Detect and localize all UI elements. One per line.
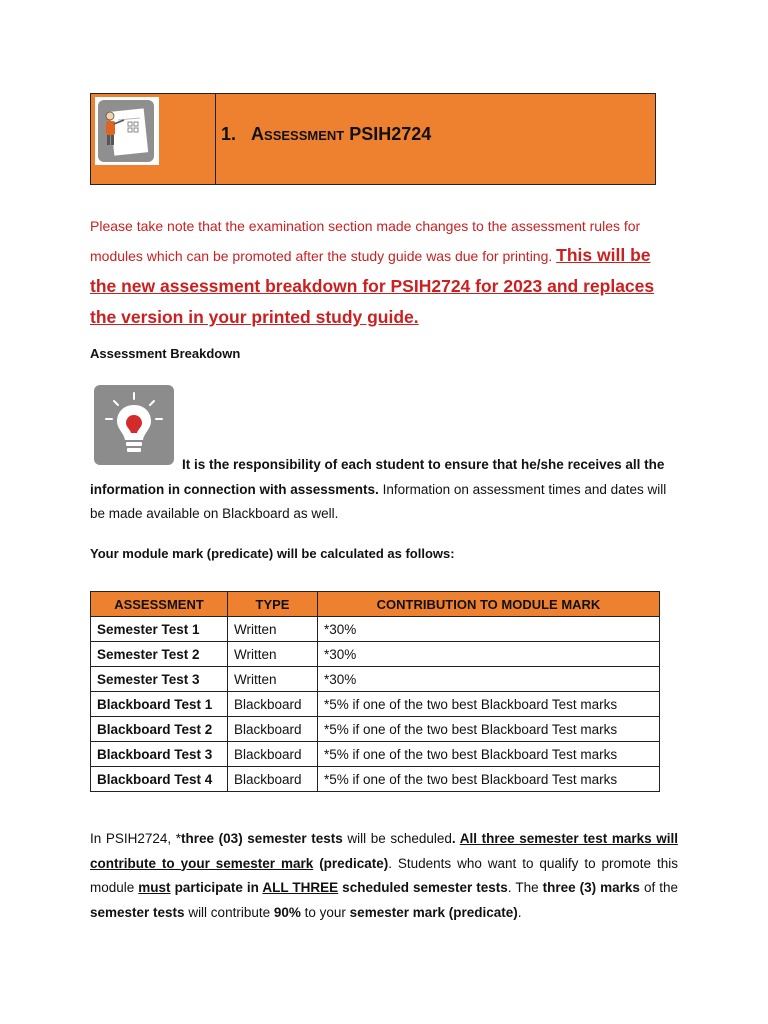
- table-row: [91, 642, 660, 667]
- text-run: will be scheduled: [342, 831, 452, 846]
- row-assessment: Semester Test 2: [91, 642, 228, 667]
- table-row: [91, 717, 660, 742]
- text-run: In PSIH2724, *: [90, 831, 182, 846]
- row-assessment: Blackboard Test 4: [91, 767, 228, 792]
- table-row: [91, 692, 660, 717]
- text-run: participate in: [170, 880, 263, 895]
- row-contribution: *30%: [318, 642, 660, 667]
- row-contribution: *5% if one of the two best Blackboard Test marks: [318, 717, 660, 742]
- header-icon-area: [91, 94, 215, 184]
- row-contribution: *30%: [318, 617, 660, 642]
- row-type: Written: [228, 642, 318, 667]
- header-assessment: ASSESSMENT: [91, 592, 228, 617]
- row-assessment: Semester Test 3: [91, 667, 228, 692]
- text-run: semester tests: [90, 904, 185, 920]
- row-type: Blackboard: [228, 767, 318, 792]
- text-run: will contribute: [184, 904, 274, 920]
- text-run: .: [451, 831, 460, 846]
- text-run: . Students who want to qualify to promote this module: [90, 855, 678, 895]
- row-assessment: Semester Test 1: [91, 617, 228, 642]
- text-run: ALL THREE: [262, 880, 339, 895]
- row-contribution: *5% if one of the two best Blackboard Test marks: [318, 742, 660, 767]
- responsibility-bold: It is the responsibility of each student to ensure that he/she receives all the information in connection with assessments.: [90, 457, 665, 497]
- notice-paragraph: [90, 212, 678, 333]
- row-contribution: *5% if one of the two best Blackboard Test marks: [318, 767, 660, 792]
- header-contribution: CONTRIBUTION TO MODULE MARK: [318, 592, 660, 617]
- notice-intro: Please take note that the examination section made changes to the assessment rules for modules which can be promoted after the study guide was due for printing.: [90, 218, 641, 264]
- row-type: Written: [228, 667, 318, 692]
- text-run: All three semester test marks will contribute to your semester mark: [90, 831, 678, 871]
- row-contribution: *5% if one of the two best Blackboard Test marks: [318, 692, 660, 717]
- table-header-row: [91, 592, 660, 617]
- notice-emphasis: This will be the new assessment breakdown for PSIH2724 for 2023 and replaces the version in your printed study guide.: [90, 245, 655, 327]
- header-divider: [215, 94, 216, 184]
- responsibility-normal: Information on assessment times and dates will be made available on Blackboard as well.: [90, 481, 667, 521]
- header-type: TYPE: [228, 592, 318, 617]
- row-type: Blackboard: [228, 742, 318, 767]
- page-title: [221, 124, 431, 145]
- table-row: [91, 767, 660, 792]
- row-type: Blackboard: [228, 692, 318, 717]
- calculation-heading: Your module mark (predicate) will be calculated as follows:: [90, 546, 455, 561]
- text-run: to your: [300, 904, 350, 920]
- text-run: scheduled semester tests: [338, 880, 508, 895]
- section-header: [90, 93, 656, 185]
- row-type: Written: [228, 617, 318, 642]
- title-word: Assessment: [251, 124, 345, 144]
- table-row: [91, 667, 660, 692]
- text-run: three (3) marks: [542, 880, 640, 895]
- text-run: . The: [507, 880, 543, 895]
- assessment-table: [90, 591, 660, 792]
- row-assessment: Blackboard Test 3: [91, 742, 228, 767]
- section-number: 1.: [221, 124, 237, 144]
- text-run: three (03) semester tests: [181, 831, 343, 846]
- responsibility-paragraph: [90, 453, 678, 527]
- row-assessment: Blackboard Test 1: [91, 692, 228, 717]
- assessment-breakdown-heading: Assessment Breakdown: [90, 346, 241, 361]
- row-type: Blackboard: [228, 717, 318, 742]
- text-run: .: [517, 904, 522, 920]
- text-run: semester mark (predicate): [349, 904, 518, 920]
- table-row: [91, 617, 660, 642]
- text-run: (predicate): [313, 855, 389, 871]
- table-row: [91, 742, 660, 767]
- text-run: 90%: [273, 904, 301, 920]
- text-run: of the: [639, 880, 678, 895]
- semester-tests-paragraph: [90, 827, 678, 925]
- row-assessment: Blackboard Test 2: [91, 717, 228, 742]
- module-code: PSIH2724: [349, 124, 432, 144]
- presentation-board-icon: [98, 100, 154, 162]
- row-contribution: *30%: [318, 667, 660, 692]
- text-run: must: [138, 880, 171, 895]
